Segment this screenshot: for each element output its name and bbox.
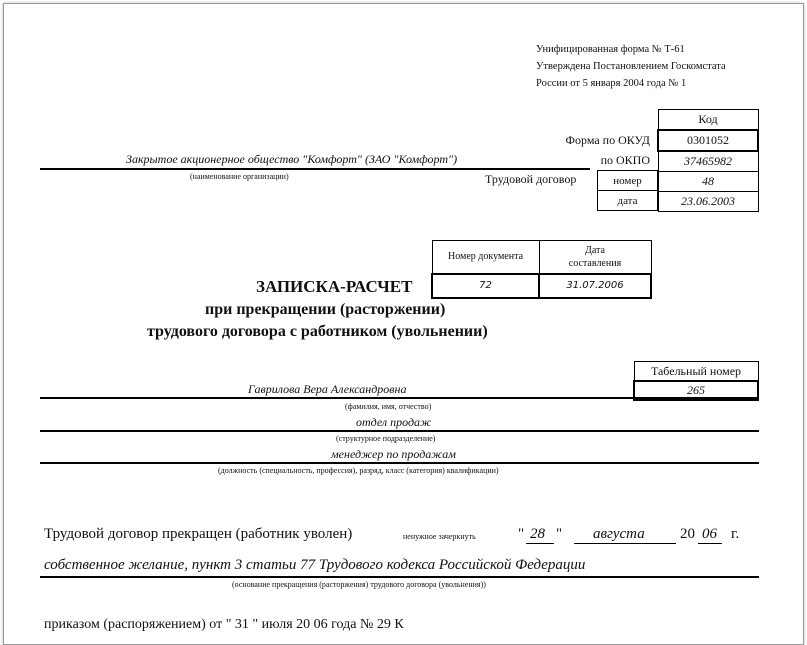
personnel-number-value: 265: [634, 381, 758, 400]
approval-line: Утверждена Постановлением Госкомстата: [536, 61, 726, 72]
termination-reason: собственное желание, пункт 3 статьи 77 Трудового кодекса Российской Федерации: [44, 557, 586, 573]
contract-number-value: 48: [658, 172, 758, 192]
reason-underline: [40, 576, 759, 578]
document-table: [431, 240, 652, 299]
department: отдел продаж: [356, 415, 432, 429]
employee-name: Гаврилова Вера Александровна: [248, 382, 407, 396]
department-underline: [40, 430, 759, 432]
document-subtitle-2: трудового договора с работником (увольнении): [147, 323, 488, 340]
kod-header: Код: [658, 110, 758, 131]
termination-day: 28: [530, 526, 545, 542]
termination-year: 06: [702, 526, 717, 542]
document-subtitle-1: при прекращении (расторжении): [205, 301, 446, 318]
employee-name-caption: (фамилия, имя, отчество): [345, 402, 432, 411]
department-caption: (структурное подразделение): [336, 434, 436, 443]
position-caption: (должность (специальность, профессия), разряд, класс (категория) квалификации): [218, 466, 499, 475]
okud-label: Форма по ОКУД: [565, 133, 650, 147]
document-title: ЗАПИСКА-РАСЧЕТ: [256, 277, 413, 296]
year-underline: [698, 543, 722, 544]
organization-name: Закрытое акционерное общество "Комфорт" (ЗАО "Комфорт"): [126, 152, 458, 166]
position: менеджер по продажам: [331, 447, 456, 461]
strike-note: ненужное зачеркнуть: [403, 532, 476, 541]
form-number-line: Унифицированная форма № Т-61: [536, 44, 685, 55]
contract-label: Трудовой договор: [485, 172, 577, 186]
number-label: номер: [598, 171, 658, 191]
year-prefix: 20: [680, 526, 695, 542]
document-date-header: Дата составления: [539, 241, 651, 274]
termination-label: Трудовой договор прекращен (работник уволен): [44, 526, 353, 542]
document-number-value: 72: [432, 274, 539, 298]
termination-month: августа: [593, 526, 645, 542]
approval-date-line: России от 5 января 2004 года № 1: [536, 78, 687, 89]
personnel-number-header: Табельный номер: [634, 362, 758, 382]
order-line-cutoff: приказом (распоряжением) от " 31 " июля 20 06 года № 29 К: [44, 617, 404, 632]
personnel-number-table: [633, 361, 759, 401]
position-underline: [40, 462, 759, 464]
okpo-value: 37465982: [658, 151, 758, 172]
month-underline: [574, 543, 676, 544]
organization-underline: [40, 168, 590, 170]
codes-table: [657, 109, 759, 212]
year-suffix: г.: [731, 526, 740, 542]
document-date-value: 31.07.2006: [539, 274, 651, 298]
okpo-label: по ОКПО: [600, 153, 650, 167]
okud-value: 0301052: [658, 130, 758, 151]
quote-open: ": [518, 526, 525, 542]
contract-date-value: 23.06.2003: [658, 192, 758, 212]
contract-label-table: [597, 170, 658, 211]
employee-name-underline: [40, 397, 759, 399]
date-label: дата: [598, 191, 658, 211]
organization-caption: (наименование организации): [190, 172, 289, 181]
document-number-header: Номер документа: [432, 241, 539, 274]
quote-close: ": [556, 526, 563, 542]
day-underline: [526, 543, 554, 544]
reason-caption: (основание прекращения (расторжения) трудового договора (увольнения)): [232, 580, 486, 589]
